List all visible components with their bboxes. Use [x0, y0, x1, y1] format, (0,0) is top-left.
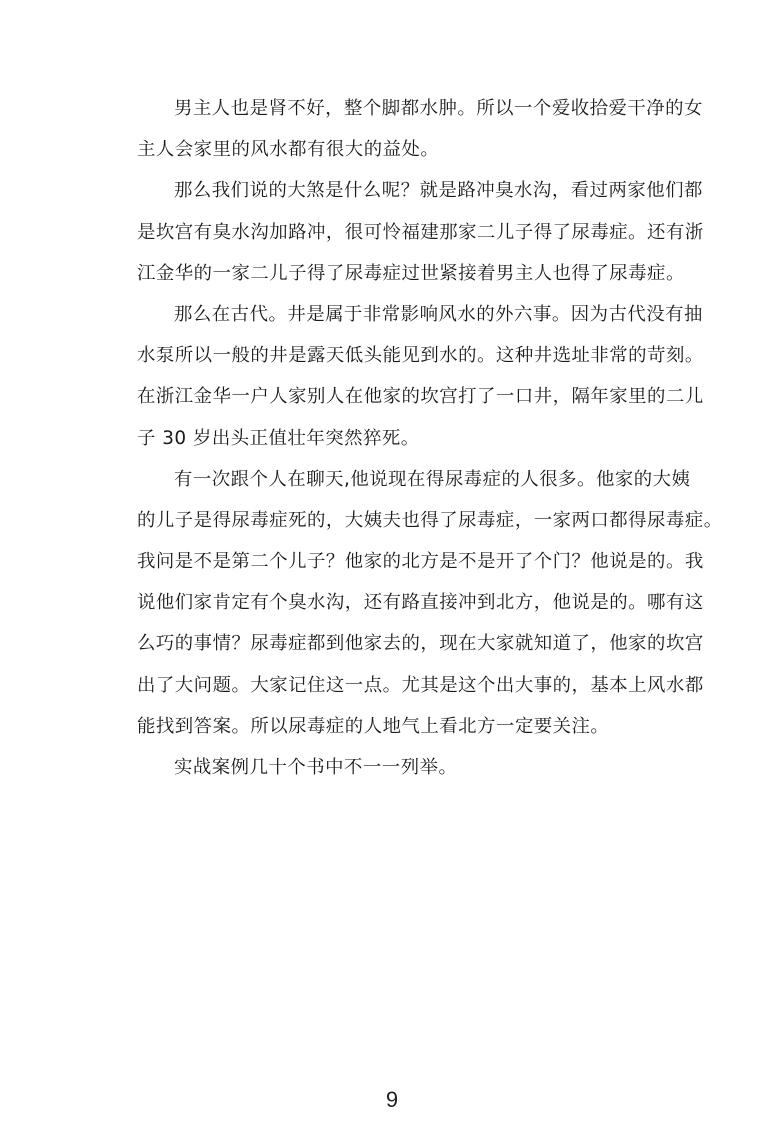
paragraph-3-line-1: 那么在古代。井是属于非常影响风水的外六事。因为古代没有抽: [174, 303, 703, 325]
paragraph-4-line-5: 么巧的事情？尿毒症都到他家去的，现在大家就知道了，他家的坎宫: [137, 633, 704, 655]
body-text: [137, 88, 723, 788]
paragraph-1-line-2: 主人会家里的风水都有很大的益处。: [137, 139, 440, 161]
paragraph-2-line-1: 那么我们说的大煞是什么呢？就是路冲臭水沟，看过两家他们都: [174, 180, 703, 202]
paragraph-4-line-3: 我问是不是第二个儿子？他家的北方是不是开了个门？他说是的。我: [137, 551, 704, 573]
paragraph-4-line-1: 有一次跟个人在聊天,他说现在得尿毒症的人很多。他家的大姨: [174, 468, 691, 490]
paragraph-3-line-3: 在浙江金华一户人家别人在他家的坎宫打了一口井，隔年家里的二儿: [137, 386, 704, 408]
paragraph-2-line-3: 江金华的一家二儿子得了尿毒症过世紧接着男主人也得了尿毒症。: [137, 262, 685, 284]
paragraph-3-line-4: 子 30 岁出头正值壮年突然猝死。: [137, 427, 420, 449]
paragraph-4-line-4: 说他们家肯定有个臭水沟，还有路直接冲到北方，他说是的。哪有这: [137, 592, 704, 614]
paragraph-1-line-1: 男主人也是肾不好，整个脚都水肿。所以一个爱收拾爱干净的女: [174, 98, 703, 119]
paragraph-2-line-2: 是坎宫有臭水沟加路冲，很可怜福建那家二儿子得了尿毒症。还有浙: [137, 221, 704, 243]
page-number: 9: [385, 1087, 399, 1112]
paragraph-3-line-2: 水泵所以一般的井是露天低头能见到水的。这种井选址非常的苛刻。: [137, 345, 704, 367]
paragraph-4-line-7: 能找到答案。所以尿毒症的人地气上看北方一定要关注。: [137, 715, 610, 737]
paragraph-5-line-1: 实战案例几十个书中不一一列举。: [174, 757, 458, 778]
paragraph-4-line-2: 的儿子是得尿毒症死的，大姨夫也得了尿毒症，一家两口都得尿毒症。: [137, 509, 723, 531]
paragraph-4-line-6: 出了大问题。大家记住这一点。尤其是这个出大事的，基本上风水都: [137, 674, 704, 696]
